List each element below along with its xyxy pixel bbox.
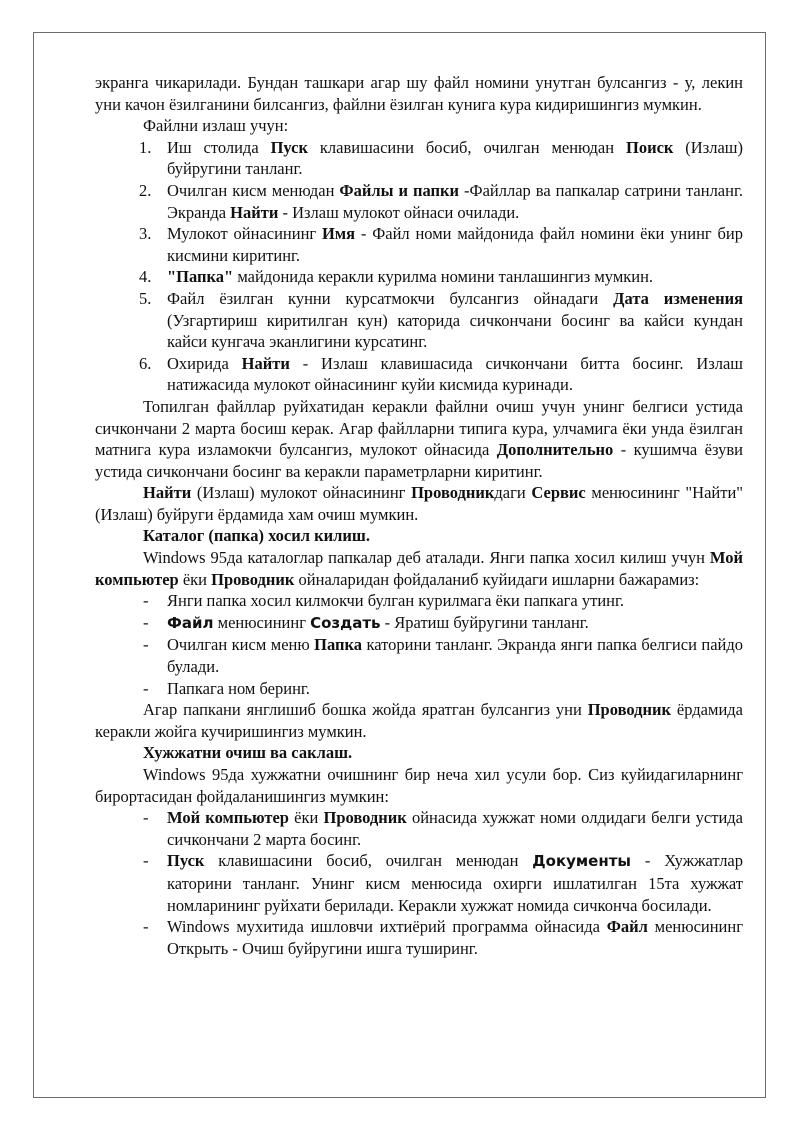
bold-term: Файлы и папки xyxy=(339,180,460,200)
heading-text: Хужжатни очиш ва саклаш. xyxy=(143,743,353,763)
text: Windows 95да хужжатни очишнинг бир неча хил усули бор. Сиз куйидагиларнинг бирортасидан фойдаланишингиз мумкин: xyxy=(95,765,743,806)
text: Файл ёзилган кунни курсатмокчи булсангиз ойнадаги xyxy=(167,288,614,308)
dash-list xyxy=(95,807,743,959)
text: Янги папка хосил килмокчи булган курилмага ёки папкага утинг. xyxy=(167,591,625,611)
section-heading xyxy=(95,742,743,764)
list-number: 5. xyxy=(139,288,152,308)
list-item xyxy=(95,137,743,180)
heading-text: Каталог (папка) хосил килиш. xyxy=(143,526,370,546)
text: Windows 95да каталоглар папкалар деб аталади. Янги папка хосил килиш учун xyxy=(143,548,710,568)
paragraph xyxy=(95,72,743,115)
list-number: 4. xyxy=(139,267,152,287)
bold-term: Найти xyxy=(230,202,279,222)
bold-term: Дата изменения xyxy=(613,288,744,308)
list-item xyxy=(95,266,743,288)
list-item xyxy=(95,180,743,223)
list-item xyxy=(95,590,743,612)
dash-marker: - xyxy=(143,851,149,871)
text: - кушимча ёзуви устида сичкончани босинг ва керакли параметрларни киритинг. xyxy=(95,440,744,481)
bold-term: Создать xyxy=(310,613,381,632)
text: -Файллар ва папкалар сатрини танланг. Экранда xyxy=(167,180,743,222)
text: клавишасини босиб, очилган менюдан xyxy=(307,137,626,157)
list-item xyxy=(95,612,743,635)
text: (Излаш) буйругини танланг. xyxy=(167,137,743,179)
text: - Излаш мулокот ойнаси очилади. xyxy=(278,202,520,222)
bold-term: Пуск xyxy=(167,851,205,871)
document-body xyxy=(95,72,743,959)
bold-term: Файл xyxy=(167,613,214,632)
text: Иш столида xyxy=(167,137,271,157)
bold-term: Файл xyxy=(606,917,648,937)
bold-term: Пуск xyxy=(270,137,308,157)
list-item xyxy=(95,288,743,353)
bold-term: Мой компьютер xyxy=(95,548,743,589)
text: ойнасида хужжат номи олдидаги белги устида сичкончани 2 марта босинг. xyxy=(167,808,743,849)
list-item xyxy=(95,916,743,959)
dash-marker: - xyxy=(143,635,149,655)
section-heading xyxy=(95,525,743,547)
text: ойналаридан фойдаланиб куйидаги ишларни бажарамиз: xyxy=(294,569,700,589)
paragraph xyxy=(95,115,743,137)
text: каторини танланг. Экранда янги папка белгиси пайдо булади. xyxy=(167,635,744,677)
list-item xyxy=(95,807,743,850)
text: даги xyxy=(494,483,532,503)
text: Охирида xyxy=(167,353,242,373)
bold-term: Найти xyxy=(143,483,192,503)
bold-term: "Папка" xyxy=(167,267,234,287)
text: менюсининг Открыть - Очиш буйругини ишга туширинг. xyxy=(167,917,743,958)
text: - Хужжатлар каторини танланг. Унинг кисм менюсида охирги ишлатилган 15та хужжат номларининг руйхати берилади. Керакли хужжат номида сичконча босилади. xyxy=(167,851,744,915)
text: ёрдамида керакли жойга кучиришингиз мумкин. xyxy=(95,700,743,741)
dash-marker: - xyxy=(143,591,149,611)
list-number: 1. xyxy=(139,137,152,157)
paragraph xyxy=(95,396,743,482)
text: Очилган кисм менюдан xyxy=(167,180,340,200)
text: Папкага ном беринг. xyxy=(167,678,310,698)
list-item xyxy=(95,634,743,677)
text: майдонида керакли курилма номини танлашингиз мумкин. xyxy=(233,267,654,287)
bold-term: Сервис xyxy=(531,483,586,503)
paragraph xyxy=(95,482,743,525)
paragraph xyxy=(95,699,743,742)
text: (Излаш) мулокот ойнасининг xyxy=(191,483,412,503)
dash-list xyxy=(95,590,743,699)
text: Агар папкани янглишиб бошка жойда яратган булсангиз уни xyxy=(143,700,588,720)
bold-term: Проводник xyxy=(211,569,295,589)
bold-term: Проводник xyxy=(323,808,407,828)
text: клавишасини босиб, очилган менюдан xyxy=(204,851,533,871)
dash-marker: - xyxy=(143,917,149,937)
text: (Узгартириш киритилган кун) каторида сичкончани босинг ва кайси кундан кайси кунгача эканлигини курсатинг. xyxy=(167,310,743,352)
list-number: 2. xyxy=(139,180,152,200)
bold-term: Проводник xyxy=(411,483,495,503)
bold-term: Дополнительно xyxy=(496,440,614,460)
dash-marker: - xyxy=(143,678,149,698)
list-item xyxy=(95,850,743,916)
text: - Файл номи майдонида файл номини ёки унинг бир кисмини киритинг. xyxy=(167,224,744,265)
bold-term: Имя xyxy=(322,224,356,244)
bold-term: Поиск xyxy=(625,137,674,157)
bold-term: Проводник xyxy=(587,700,672,720)
text: Очилган кисм меню xyxy=(167,635,315,655)
text: - Яратиш буйругини танланг. xyxy=(380,612,589,632)
text: менюсининг xyxy=(213,612,311,632)
bold-term: Документы xyxy=(532,852,631,871)
text: Windows мухитида ишловчи ихтиёрий программа ойнасида xyxy=(167,917,607,937)
text: экранга чикарилади. Бундан ташкари агар шу файл номини унутган булсангиз - у, лекин уни качон ёзилганини билсангиз, файлни ёзилган кунига кура кидиришингиз мумкин. xyxy=(95,73,743,114)
text: Файлни излаш учун: xyxy=(143,116,289,136)
text: менюсининг "Найти" (Излаш) буйруги ёрдамида хам очиш мумкин. xyxy=(95,483,744,524)
list-number: 6. xyxy=(139,353,152,373)
list-number: 3. xyxy=(139,224,152,244)
list-item xyxy=(95,678,743,700)
bold-term: Найти xyxy=(241,353,290,373)
list-item xyxy=(95,353,743,396)
dash-marker: - xyxy=(143,808,149,828)
text: Мулокот ойнасининг xyxy=(167,224,323,244)
bold-term: Папка xyxy=(314,635,363,655)
text: ёки xyxy=(178,569,212,589)
numbered-list xyxy=(95,137,743,396)
text: Топилган файллар руйхатидан керакли файлни очиш учун унинг белгиси устида сичкончани 2 марта босиш керак. Агар файлларни типига кура, улчамига ёки унда ёзилган матнига кура изламокчи булсангиз, мулокот ойнасида xyxy=(95,396,743,460)
text: ёки xyxy=(288,808,324,828)
paragraph xyxy=(95,764,743,807)
paragraph xyxy=(95,547,743,590)
dash-marker: - xyxy=(143,612,149,632)
text: - Излаш клавишасида сичкончани битта босинг. Излаш натижасида мулокот ойнасининг куйи кисмида куринади. xyxy=(167,353,744,395)
list-item xyxy=(95,223,743,266)
bold-term: Мой компьютер xyxy=(167,808,289,828)
